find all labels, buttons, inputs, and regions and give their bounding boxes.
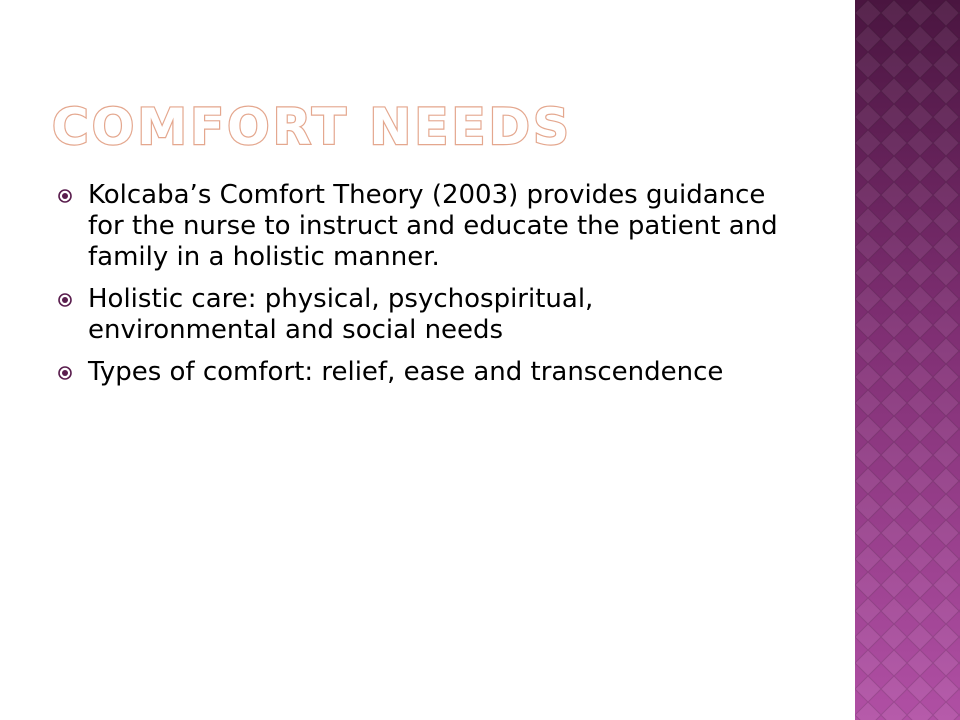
target-bullet-icon — [58, 366, 72, 380]
slide-title-text: Comfort Needs — [52, 98, 573, 156]
bullet-text: Kolcaba’s Comfort Theory (2003) provides guidance for the nurse to instruct and educate the patient and family in a holistic manner. — [88, 180, 778, 272]
target-bullet-icon — [58, 189, 72, 203]
bullet-list — [58, 180, 788, 399]
bullet-text: Holistic care: physical, psychospiritual, environmental and social needs — [88, 284, 594, 345]
diamond-pattern — [855, 0, 960, 720]
decorative-side-panel — [855, 0, 960, 720]
bullet-item — [58, 284, 788, 346]
bullet-text: Types of comfort: relief, ease and transcendence — [88, 357, 724, 387]
bullet-item — [58, 357, 788, 388]
slide-title — [52, 92, 832, 162]
bullet-item — [58, 180, 788, 273]
target-bullet-icon — [58, 293, 72, 307]
